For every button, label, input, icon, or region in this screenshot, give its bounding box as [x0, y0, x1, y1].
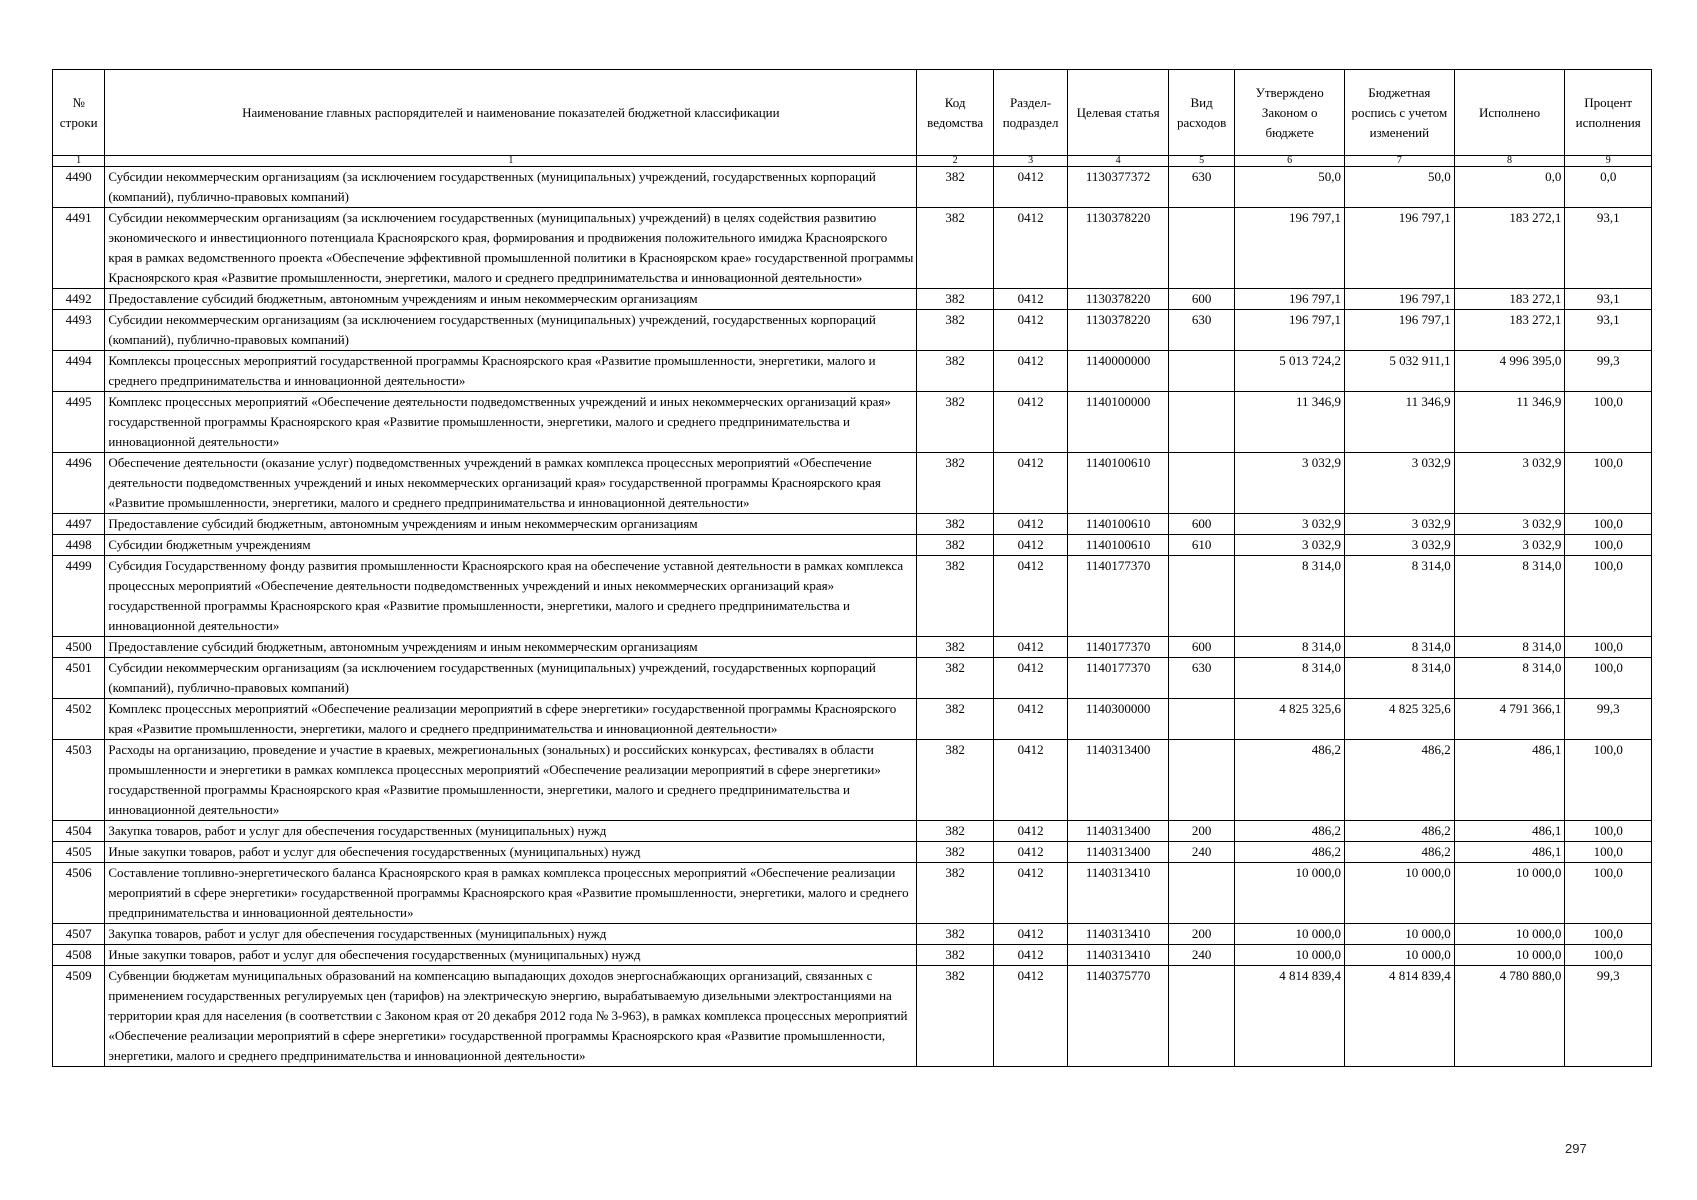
table-row [53, 310, 1652, 351]
row-approved: 486,2 [1235, 740, 1345, 821]
row-section: 0412 [993, 289, 1067, 310]
row-expense-type: 630 [1168, 658, 1234, 699]
row-name: Субсидии бюджетным учреждениям [105, 535, 917, 556]
row-executed: 8 314,0 [1454, 556, 1565, 637]
header-executed: Исполнено [1454, 70, 1565, 156]
row-number: 4503 [53, 740, 105, 821]
table-row [53, 289, 1652, 310]
row-dept-code: 382 [917, 167, 993, 208]
row-name: Составление топливно-энергетического баланса Красноярского края в рамках комплекса процессных мероприятий «Обеспечение реализации мероприятий в сфере энергетики» государственной программы Красноярского края «Развитие промышленности, энергетики, малого и среднего предпринимательства и инновационной деятельности» [105, 863, 917, 924]
row-target: 1140313410 [1068, 863, 1169, 924]
column-number: 3 [993, 156, 1067, 167]
row-target: 1130378220 [1068, 208, 1169, 289]
table-row [53, 637, 1652, 658]
row-name: Субсидии некоммерческим организациям (за исключением государственных (муниципальных) учреждений, государственных корпораций (компаний), публично-правовых компаний) [105, 310, 917, 351]
row-dept-code: 382 [917, 514, 993, 535]
row-approved: 8 314,0 [1235, 637, 1345, 658]
row-expense-type [1168, 863, 1234, 924]
row-section: 0412 [993, 842, 1067, 863]
row-section: 0412 [993, 699, 1067, 740]
row-approved: 11 346,9 [1235, 392, 1345, 453]
row-number: 4508 [53, 945, 105, 966]
row-percent: 100,0 [1565, 863, 1652, 924]
row-budget-list: 486,2 [1345, 842, 1455, 863]
row-executed: 11 346,9 [1454, 392, 1565, 453]
row-budget-list: 8 314,0 [1345, 556, 1455, 637]
table-row [53, 924, 1652, 945]
column-number: 5 [1168, 156, 1234, 167]
header-expense-type: Вид расходов [1168, 70, 1234, 156]
row-percent: 100,0 [1565, 924, 1652, 945]
row-percent: 93,1 [1565, 310, 1652, 351]
row-expense-type: 240 [1168, 945, 1234, 966]
table-row [53, 351, 1652, 392]
row-budget-list: 10 000,0 [1345, 924, 1455, 945]
row-expense-type [1168, 351, 1234, 392]
row-name: Обеспечение деятельности (оказание услуг) подведомственных учреждений в рамках комплекса процессных мероприятий «Обеспечение деятельности подведомственных учреждений и иных некоммерческих организаций края» государственной программы Красноярского края «Развитие промышленности, энергетики, малого и среднего предпринимательства и инновационной деятельности» [105, 453, 917, 514]
row-number: 4494 [53, 351, 105, 392]
row-section: 0412 [993, 637, 1067, 658]
row-number: 4501 [53, 658, 105, 699]
table-row [53, 863, 1652, 924]
row-name: Иные закупки товаров, работ и услуг для обеспечения государственных (муниципальных) нужд [105, 945, 917, 966]
row-name: Комплекс процессных мероприятий «Обеспечение реализации мероприятий в сфере энергетики» государственной программы Красноярского края «Развитие промышленности, энергетики, малого и среднего предпринимательства и инновационной деятельности» [105, 699, 917, 740]
row-percent: 100,0 [1565, 740, 1652, 821]
row-percent: 100,0 [1565, 658, 1652, 699]
row-number: 4507 [53, 924, 105, 945]
row-number: 4499 [53, 556, 105, 637]
table-row [53, 453, 1652, 514]
row-section: 0412 [993, 945, 1067, 966]
row-executed: 4 996 395,0 [1454, 351, 1565, 392]
row-target: 1130377372 [1068, 167, 1169, 208]
row-section: 0412 [993, 310, 1067, 351]
row-dept-code: 382 [917, 208, 993, 289]
row-approved: 4 825 325,6 [1235, 699, 1345, 740]
row-budget-list: 5 032 911,1 [1345, 351, 1455, 392]
row-budget-list: 10 000,0 [1345, 945, 1455, 966]
row-dept-code: 382 [917, 289, 993, 310]
row-approved: 8 314,0 [1235, 556, 1345, 637]
row-budget-list: 50,0 [1345, 167, 1455, 208]
row-executed: 10 000,0 [1454, 863, 1565, 924]
row-section: 0412 [993, 863, 1067, 924]
row-dept-code: 382 [917, 637, 993, 658]
row-number: 4496 [53, 453, 105, 514]
row-section: 0412 [993, 351, 1067, 392]
column-number: 1 [105, 156, 917, 167]
row-number: 4490 [53, 167, 105, 208]
row-expense-type [1168, 392, 1234, 453]
row-dept-code: 382 [917, 842, 993, 863]
row-dept-code: 382 [917, 351, 993, 392]
row-approved: 3 032,9 [1235, 453, 1345, 514]
row-number: 4500 [53, 637, 105, 658]
row-executed: 4 791 366,1 [1454, 699, 1565, 740]
row-name: Комплексы процессных мероприятий государственной программы Красноярского края «Развитие промышленности, энергетики, малого и среднего предпринимательства и инновационной деятельности» [105, 351, 917, 392]
row-executed: 183 272,1 [1454, 208, 1565, 289]
row-percent: 100,0 [1565, 945, 1652, 966]
row-executed: 3 032,9 [1454, 535, 1565, 556]
row-target: 1140375770 [1068, 966, 1169, 1067]
row-executed: 486,1 [1454, 842, 1565, 863]
row-expense-type: 610 [1168, 535, 1234, 556]
row-budget-list: 486,2 [1345, 740, 1455, 821]
row-percent: 99,3 [1565, 699, 1652, 740]
row-section: 0412 [993, 556, 1067, 637]
row-section: 0412 [993, 535, 1067, 556]
table-row [53, 658, 1652, 699]
row-percent: 100,0 [1565, 556, 1652, 637]
header-budget-list: Бюджетная роспись с учетом изменений [1345, 70, 1455, 156]
row-section: 0412 [993, 924, 1067, 945]
row-name: Иные закупки товаров, работ и услуг для обеспечения государственных (муниципальных) нужд [105, 842, 917, 863]
row-budget-list: 196 797,1 [1345, 289, 1455, 310]
header-row-no: № строки [53, 70, 105, 156]
row-section: 0412 [993, 821, 1067, 842]
table-row [53, 514, 1652, 535]
header-section: Раздел-подраздел [993, 70, 1067, 156]
row-approved: 4 814 839,4 [1235, 966, 1345, 1067]
row-dept-code: 382 [917, 658, 993, 699]
row-target: 1140313410 [1068, 924, 1169, 945]
row-name: Субсидии некоммерческим организациям (за исключением государственных (муниципальных) учреждений, государственных корпораций (компаний), публично-правовых компаний) [105, 167, 917, 208]
row-executed: 10 000,0 [1454, 945, 1565, 966]
row-name: Предоставление субсидий бюджетным, автономным учреждениям и иным некоммерческим организациям [105, 514, 917, 535]
row-dept-code: 382 [917, 863, 993, 924]
row-expense-type: 600 [1168, 637, 1234, 658]
row-percent: 100,0 [1565, 535, 1652, 556]
header-dept-code: Код ведомства [917, 70, 993, 156]
row-number: 4497 [53, 514, 105, 535]
table-row [53, 167, 1652, 208]
row-percent: 100,0 [1565, 514, 1652, 535]
row-dept-code: 382 [917, 392, 993, 453]
column-number: 9 [1565, 156, 1652, 167]
page-number: 297 [1565, 1141, 1587, 1156]
column-number: 6 [1235, 156, 1345, 167]
row-approved: 486,2 [1235, 821, 1345, 842]
row-number: 4504 [53, 821, 105, 842]
row-approved: 10 000,0 [1235, 945, 1345, 966]
row-percent: 100,0 [1565, 842, 1652, 863]
row-approved: 50,0 [1235, 167, 1345, 208]
row-dept-code: 382 [917, 924, 993, 945]
row-name: Предоставление субсидий бюджетным, автономным учреждениям и иным некоммерческим организациям [105, 637, 917, 658]
row-approved: 3 032,9 [1235, 535, 1345, 556]
header-percent: Процент исполнения [1565, 70, 1652, 156]
row-number: 4505 [53, 842, 105, 863]
row-approved: 196 797,1 [1235, 208, 1345, 289]
row-executed: 486,1 [1454, 821, 1565, 842]
row-target: 1140300000 [1068, 699, 1169, 740]
row-budget-list: 4 814 839,4 [1345, 966, 1455, 1067]
row-number: 4506 [53, 863, 105, 924]
row-target: 1140313400 [1068, 842, 1169, 863]
table-row [53, 945, 1652, 966]
row-dept-code: 382 [917, 535, 993, 556]
column-number: 8 [1454, 156, 1565, 167]
row-number: 4492 [53, 289, 105, 310]
column-number: 2 [917, 156, 993, 167]
row-approved: 196 797,1 [1235, 289, 1345, 310]
row-budget-list: 196 797,1 [1345, 310, 1455, 351]
budget-table [52, 69, 1652, 1067]
row-expense-type [1168, 740, 1234, 821]
row-expense-type: 600 [1168, 289, 1234, 310]
row-target: 1140313400 [1068, 821, 1169, 842]
row-section: 0412 [993, 658, 1067, 699]
row-percent: 100,0 [1565, 453, 1652, 514]
row-dept-code: 382 [917, 966, 993, 1067]
row-target: 1140100610 [1068, 514, 1169, 535]
table-row [53, 740, 1652, 821]
row-number: 4502 [53, 699, 105, 740]
row-approved: 486,2 [1235, 842, 1345, 863]
row-section: 0412 [993, 514, 1067, 535]
row-expense-type [1168, 208, 1234, 289]
row-percent: 93,1 [1565, 289, 1652, 310]
row-approved: 10 000,0 [1235, 924, 1345, 945]
row-percent: 99,3 [1565, 351, 1652, 392]
row-section: 0412 [993, 167, 1067, 208]
row-executed: 183 272,1 [1454, 289, 1565, 310]
row-name: Субсидии некоммерческим организациям (за исключением государственных (муниципальных) учреждений) в целях содействия развитию экономического и инвестиционного потенциала Красноярского края, формирования и продвижения положительного имиджа Красноярского края в рамках ведомственного проекта «Обеспечение эффективной промышленной политики в Красноярском крае» государственной программы Красноярского края «Развитие промышленности, энергетики, малого и среднего предпринимательства и инновационной деятельности» [105, 208, 917, 289]
row-section: 0412 [993, 453, 1067, 514]
row-name: Закупка товаров, работ и услуг для обеспечения государственных (муниципальных) нужд [105, 821, 917, 842]
row-budget-list: 3 032,9 [1345, 453, 1455, 514]
table-row [53, 208, 1652, 289]
row-executed: 3 032,9 [1454, 453, 1565, 514]
row-section: 0412 [993, 208, 1067, 289]
row-budget-list: 8 314,0 [1345, 658, 1455, 699]
table-header [53, 70, 1652, 167]
row-dept-code: 382 [917, 556, 993, 637]
row-approved: 5 013 724,2 [1235, 351, 1345, 392]
row-expense-type: 630 [1168, 310, 1234, 351]
table-row [53, 699, 1652, 740]
row-executed: 183 272,1 [1454, 310, 1565, 351]
table-row [53, 842, 1652, 863]
row-name: Предоставление субсидий бюджетным, автономным учреждениям и иным некоммерческим организациям [105, 289, 917, 310]
row-target: 1130378220 [1068, 310, 1169, 351]
row-name: Субвенции бюджетам муниципальных образований на компенсацию выпадающих доходов энергоснабжающих организаций, связанных с применением государственных регулируемых цен (тарифов) на электрическую энергию, вырабатываемую дизельными электростанциями на территории края для населения (в соответствии с Законом края от 20 декабря 2012 года № 3-963), в рамках комплекса процессных мероприятий «Обеспечение реализации мероприятий в сфере энергетики» государственной программы Красноярского края «Развитие промышленности, энергетики, малого и среднего предпринимательства и инновационной деятельности» [105, 966, 917, 1067]
row-name: Расходы на организацию, проведение и участие в краевых, межрегиональных (зональных) и российских конкурсах, фестивалях в области промышленности и энергетики в рамках комплекса процессных мероприятий «Обеспечение реализации мероприятий в сфере энергетики» государственной программы Красноярского края «Развитие промышленности, энергетики, малого и среднего предпринимательства и инновационной деятельности» [105, 740, 917, 821]
row-number: 4498 [53, 535, 105, 556]
row-budget-list: 3 032,9 [1345, 514, 1455, 535]
column-number: 7 [1345, 156, 1455, 167]
row-expense-type [1168, 556, 1234, 637]
table-row [53, 821, 1652, 842]
row-number: 4495 [53, 392, 105, 453]
row-number: 4509 [53, 966, 105, 1067]
row-expense-type: 200 [1168, 924, 1234, 945]
row-percent: 100,0 [1565, 637, 1652, 658]
row-percent: 0,0 [1565, 167, 1652, 208]
row-name: Субсидии некоммерческим организациям (за исключением государственных (муниципальных) учреждений, государственных корпораций (компаний), публично-правовых компаний) [105, 658, 917, 699]
row-percent: 93,1 [1565, 208, 1652, 289]
row-budget-list: 10 000,0 [1345, 863, 1455, 924]
row-section: 0412 [993, 392, 1067, 453]
row-percent: 99,3 [1565, 966, 1652, 1067]
table-body [53, 167, 1652, 1067]
table-row [53, 392, 1652, 453]
row-target: 1140100610 [1068, 453, 1169, 514]
row-name: Субсидия Государственному фонду развития промышленности Красноярского края на обеспечение уставной деятельности в рамках комплекса процессных мероприятий «Обеспечение деятельности подведомственных учреждений и иных некоммерческих организаций края» государственной программы Красноярского края «Развитие промышленности, энергетики, малого и среднего предпринимательства и инновационной деятельности» [105, 556, 917, 637]
row-executed: 4 780 880,0 [1454, 966, 1565, 1067]
row-percent: 100,0 [1565, 392, 1652, 453]
row-section: 0412 [993, 966, 1067, 1067]
table-row [53, 556, 1652, 637]
row-executed: 3 032,9 [1454, 514, 1565, 535]
row-expense-type [1168, 966, 1234, 1067]
column-number: 4 [1068, 156, 1169, 167]
row-target: 1130378220 [1068, 289, 1169, 310]
row-target: 1140177370 [1068, 637, 1169, 658]
row-target: 1140313400 [1068, 740, 1169, 821]
row-name: Комплекс процессных мероприятий «Обеспечение деятельности подведомственных учреждений и иных некоммерческих организаций края» государственной программы Красноярского края «Развитие промышленности, энергетики, малого и среднего предпринимательства и инновационной деятельности» [105, 392, 917, 453]
row-budget-list: 4 825 325,6 [1345, 699, 1455, 740]
row-budget-list: 486,2 [1345, 821, 1455, 842]
row-budget-list: 196 797,1 [1345, 208, 1455, 289]
column-number: 1 [53, 156, 105, 167]
table-row [53, 966, 1652, 1067]
row-approved: 10 000,0 [1235, 863, 1345, 924]
row-expense-type [1168, 453, 1234, 514]
row-dept-code: 382 [917, 821, 993, 842]
row-dept-code: 382 [917, 310, 993, 351]
row-dept-code: 382 [917, 945, 993, 966]
row-target: 1140000000 [1068, 351, 1169, 392]
row-target: 1140313410 [1068, 945, 1169, 966]
row-dept-code: 382 [917, 453, 993, 514]
row-expense-type [1168, 699, 1234, 740]
row-executed: 10 000,0 [1454, 924, 1565, 945]
header-approved: Утверждено Законом о бюджете [1235, 70, 1345, 156]
row-budget-list: 8 314,0 [1345, 637, 1455, 658]
row-expense-type: 200 [1168, 821, 1234, 842]
row-executed: 8 314,0 [1454, 658, 1565, 699]
header-name: Наименование главных распорядителей и наименование показателей бюджетной классификации [105, 70, 917, 156]
row-dept-code: 382 [917, 699, 993, 740]
row-executed: 8 314,0 [1454, 637, 1565, 658]
row-target: 1140100610 [1068, 535, 1169, 556]
row-approved: 196 797,1 [1235, 310, 1345, 351]
row-name: Закупка товаров, работ и услуг для обеспечения государственных (муниципальных) нужд [105, 924, 917, 945]
row-budget-list: 11 346,9 [1345, 392, 1455, 453]
row-approved: 3 032,9 [1235, 514, 1345, 535]
row-approved: 8 314,0 [1235, 658, 1345, 699]
row-number: 4491 [53, 208, 105, 289]
row-expense-type: 630 [1168, 167, 1234, 208]
row-target: 1140177370 [1068, 658, 1169, 699]
row-executed: 0,0 [1454, 167, 1565, 208]
row-target: 1140100000 [1068, 392, 1169, 453]
table-row [53, 535, 1652, 556]
row-target: 1140177370 [1068, 556, 1169, 637]
row-executed: 486,1 [1454, 740, 1565, 821]
row-dept-code: 382 [917, 740, 993, 821]
row-number: 4493 [53, 310, 105, 351]
row-section: 0412 [993, 740, 1067, 821]
row-expense-type: 600 [1168, 514, 1234, 535]
column-number-row [53, 156, 1652, 167]
row-percent: 100,0 [1565, 821, 1652, 842]
row-expense-type: 240 [1168, 842, 1234, 863]
row-budget-list: 3 032,9 [1345, 535, 1455, 556]
header-target: Целевая статья [1068, 70, 1169, 156]
